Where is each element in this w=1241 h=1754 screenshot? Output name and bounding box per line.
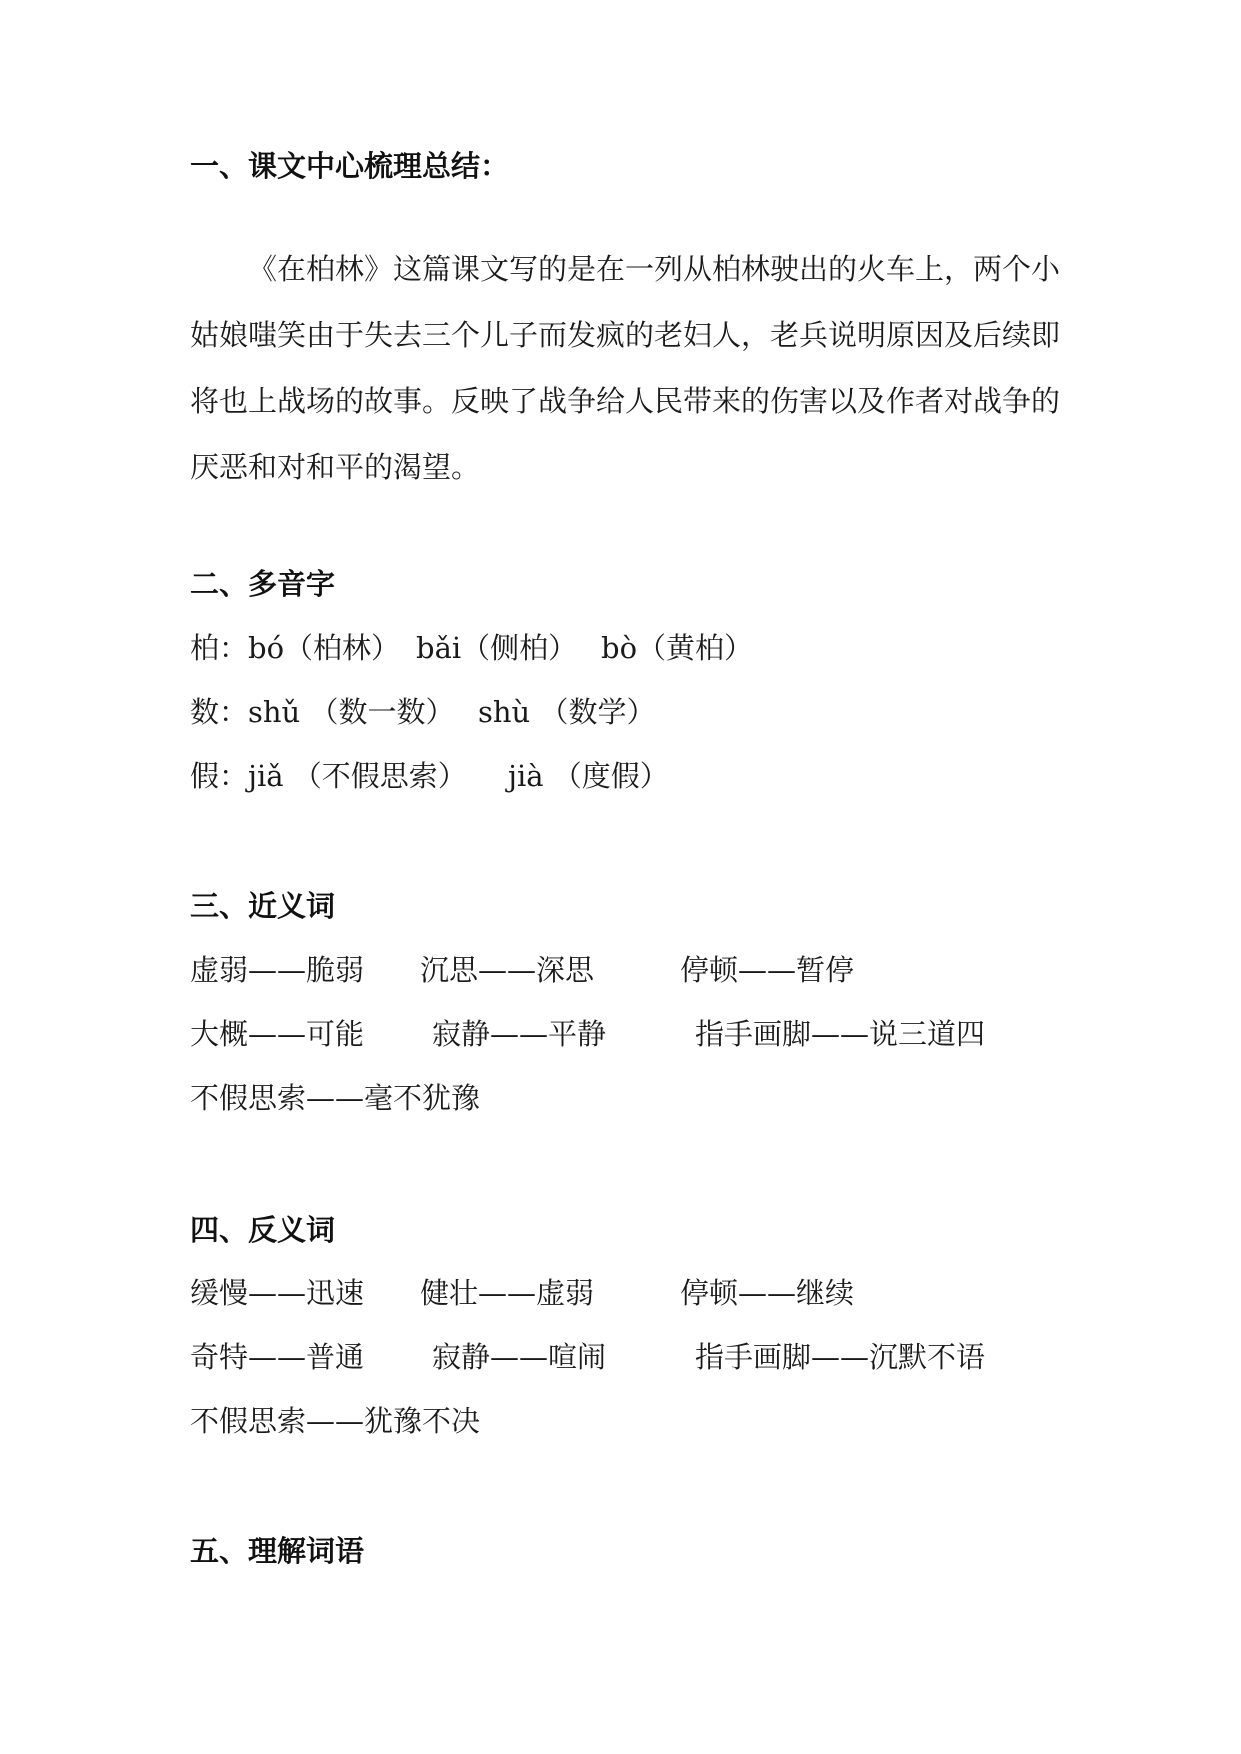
polyphone-entry: shù （数学） — [478, 695, 656, 729]
synonym-pair: 指手画脚——说三道四 — [695, 1017, 986, 1051]
antonym-pair: 健壮——虚弱 — [420, 1276, 595, 1310]
polyphone-entry: jià （度假） — [508, 759, 669, 793]
synonym-pair: 虚弱——脆弱 — [190, 953, 365, 987]
antonym-pair: 寂静——喧闹 — [432, 1340, 607, 1374]
polyphone-entry: 数：shǔ （数一数） — [190, 695, 455, 729]
antonym-pair: 指手画脚——沉默不语 — [695, 1340, 986, 1374]
synonym-pair: 不假思索——毫不犹豫 — [190, 1081, 481, 1115]
polyphone-entry: 柏：bó（柏林） — [190, 631, 401, 665]
section-heading-synonyms: 三、近义词 — [190, 889, 336, 923]
section-heading-summary: 一、课文中心梳理总结： — [190, 149, 510, 183]
synonym-pair: 停顿——暂停 — [680, 953, 855, 987]
polyphone-entry: 假：jiǎ （不假思索） — [190, 759, 467, 793]
antonym-pair: 奇特——普通 — [190, 1340, 365, 1374]
polyphone-entry: bǎi（侧柏） — [416, 631, 578, 665]
antonym-pair: 缓慢——迅速 — [190, 1276, 365, 1310]
section-heading-antonyms: 四、反义词 — [190, 1213, 336, 1247]
section-heading-polyphones: 二、多音字 — [190, 567, 336, 601]
antonym-pair: 停顿——继续 — [680, 1276, 855, 1310]
polyphone-entry: bò（黄柏） — [601, 631, 754, 665]
summary-paragraph: 《在柏林》这篇课文写的是在一列从柏林驶出的火车上，两个小姑娘嗤笑由于失去三个儿子而发疯的老妇人，老兵说明原因及后续即将也上战场的故事。反映了战争给人民带来的伤害以及作者对战争的厌恶和对和平的渴望。 — [190, 252, 1061, 484]
synonym-pair: 寂静——平静 — [432, 1017, 607, 1051]
synonym-pair: 沉思——深思 — [420, 953, 595, 987]
antonym-pair: 不假思索——犹豫不决 — [190, 1404, 481, 1438]
synonym-pair: 大概——可能 — [190, 1017, 365, 1051]
section-heading-vocabulary: 五、理解词语 — [190, 1534, 365, 1568]
